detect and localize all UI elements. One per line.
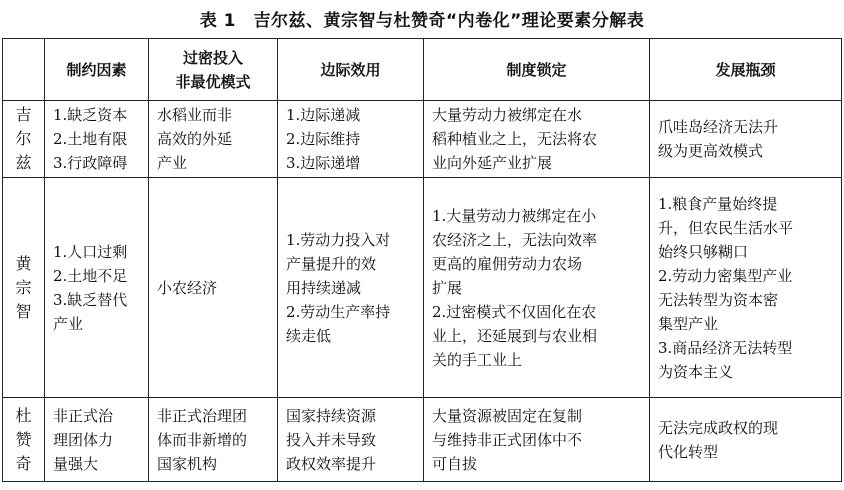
table-cell: 1.人口过剩 2.土地不足 3.缺乏替代 产业 bbox=[45, 178, 149, 398]
table-cell: 非正式治 理团体力 量强大 bbox=[45, 398, 149, 482]
table-cell: 小农经济 bbox=[149, 178, 278, 398]
table-cell: 非正式治理团 体而非新增的 国家机构 bbox=[149, 398, 278, 482]
table-cell: 1.边际递减 2.边际维持 3.边际递增 bbox=[278, 101, 424, 178]
table-cell: 1.劳动力投入对 产量提升的效 用持续递减 2.劳动生产率持 续走低 bbox=[278, 178, 424, 398]
table-cell: 1.粮食产量始终提 升，但农民生活水平 始终只够糊口 2.劳动力密集型产业 无法转型为资本密 集型产业 3.商品经济无法转型 为资本主义 bbox=[650, 178, 842, 398]
table-cell: 无法完成政权的现 代化转型 bbox=[650, 398, 842, 482]
scholar-name-cell: 黄 宗 智 bbox=[3, 178, 45, 398]
header-cell-overinvestment: 过密投入 非最优模式 bbox=[149, 39, 278, 101]
theory-comparison-table bbox=[2, 38, 842, 482]
header-cell-institutional-lock: 制度锁定 bbox=[424, 39, 650, 101]
table-cell: 爪哇岛经济无法升 级为更高效模式 bbox=[650, 101, 842, 178]
table-row bbox=[3, 101, 842, 178]
header-cell-corner bbox=[3, 39, 45, 101]
scholar-name-cell: 吉 尔 兹 bbox=[3, 101, 45, 178]
table-row bbox=[3, 398, 842, 482]
scholar-name-cell: 杜 赞 奇 bbox=[3, 398, 45, 482]
table-row bbox=[3, 178, 842, 398]
header-row bbox=[3, 39, 842, 101]
table-caption: 表 1 吉尔兹、黄宗智与杜赞奇“内卷化”理论要素分解表 bbox=[199, 11, 645, 31]
header-cell-bottleneck: 发展瓶颈 bbox=[650, 39, 842, 101]
table-cell: 国家持续资源 投入并未导致 政权效率提升 bbox=[278, 398, 424, 482]
table-cell: 水稻业而非 高效的外延 产业 bbox=[149, 101, 278, 178]
table-cell: 1.缺乏资本 2.土地有限 3.行政障碍 bbox=[45, 101, 149, 178]
header-cell-marginal-utility: 边际效用 bbox=[278, 39, 424, 101]
table-cell: 大量劳动力被绑定在水 稻种植业之上，无法将农 业向外延产业扩展 bbox=[424, 101, 650, 178]
table-cell: 大量资源被固定在复制 与维持非正式团体中不 可自拔 bbox=[424, 398, 650, 482]
table-cell: 1.大量劳动力被绑定在小 农经济之上，无法向效率 更高的雇佣劳动力农场 扩展 2.过密模式不仅固化在农 业上，还延展到与农业相 关的手工业上 bbox=[424, 178, 650, 398]
header-cell-constraints: 制约因素 bbox=[45, 39, 149, 101]
